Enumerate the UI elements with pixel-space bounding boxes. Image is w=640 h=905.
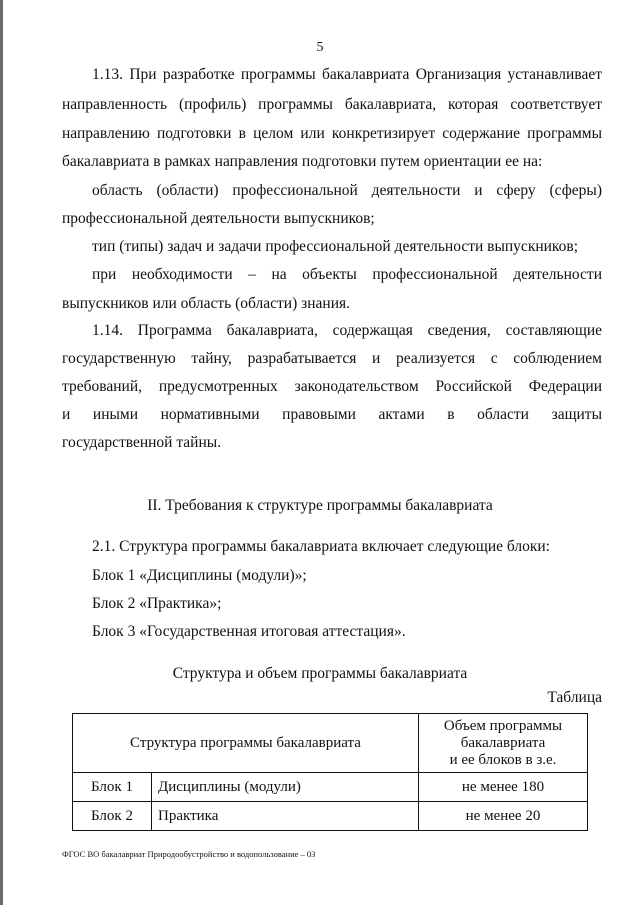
section-line: Блок 2 «Практика»; — [92, 595, 222, 612]
section-line: 2.1. Структура программы бакалавриата включает следующие блоки: — [92, 538, 550, 555]
paragraph-line: при необходимости – на объекты профессиональной деятельности — [92, 266, 602, 283]
table-title: Структура и объем программы бакалавриата — [172, 665, 468, 682]
paragraph-line: государственную тайну, разрабатывается и реализуется с соблюдением — [62, 350, 602, 367]
paragraph-line: бакалавриата в рамках направления подготовки путем ориентации ее на: — [62, 153, 543, 170]
header-volume-line: Объем программы — [443, 717, 563, 734]
table-label: Таблица — [547, 689, 602, 706]
paragraph-line: направленность (профиль) программы бакалавриата, которая соответствует — [62, 96, 602, 113]
paragraph-line: 1.14. Программа бакалавриата, содержащая сведения, составляющие — [92, 322, 602, 339]
block-name-cell: Дисциплины (модули) — [152, 773, 419, 802]
page-footer: ФГОС ВО бакалавриат Природообустройство и водопользование – 03 — [62, 849, 316, 859]
section-line: Блок 1 «Дисциплины (модули)»; — [92, 567, 307, 584]
header-structure: Структура программы бакалавриата — [73, 714, 419, 773]
volume-cell: не менее 20 — [419, 802, 588, 831]
table-header-row — [73, 714, 588, 773]
paragraph-line: область (области) профессиональной деятельности и сферу (сферы) — [92, 182, 602, 199]
structure-table — [72, 713, 588, 831]
table-row — [73, 773, 588, 802]
block-cell: Блок 2 — [73, 802, 152, 831]
paragraph-line: профессиональной деятельности выпускников; — [62, 210, 375, 227]
header-volume — [419, 714, 588, 773]
paragraph-line: тип (типы) задач и задачи профессиональной деятельности выпускников; — [92, 238, 579, 255]
section-heading: II. Требования к структуре программы бакалавриата — [147, 497, 493, 514]
paragraph-line: направлению подготовки в целом или конкретизирует содержание программы — [62, 125, 602, 142]
scan-edge — [0, 0, 3, 905]
section-line: Блок 3 «Государственная итоговая аттестация». — [92, 623, 406, 640]
paragraph-line: и иными нормативными правовыми актами в области защиты — [62, 406, 602, 423]
paragraph-line: выпускников или область (области) знания. — [62, 295, 351, 312]
paragraph-line: 1.13. При разработке программы бакалавриата Организация устанавливает — [92, 66, 602, 83]
table-row — [73, 802, 588, 831]
block-name-cell: Практика — [152, 802, 419, 831]
paragraph-line: государственной тайны. — [62, 434, 222, 451]
block-cell: Блок 1 — [73, 773, 152, 802]
paragraph-line: требований, предусмотренных законодательством Российской Федерации — [62, 378, 602, 395]
volume-cell: не менее 180 — [419, 773, 588, 802]
header-volume-line: бакалавриата — [460, 734, 546, 751]
page-number: 5 — [316, 40, 324, 55]
header-volume-line: и ее блоков в з.е. — [449, 751, 557, 768]
